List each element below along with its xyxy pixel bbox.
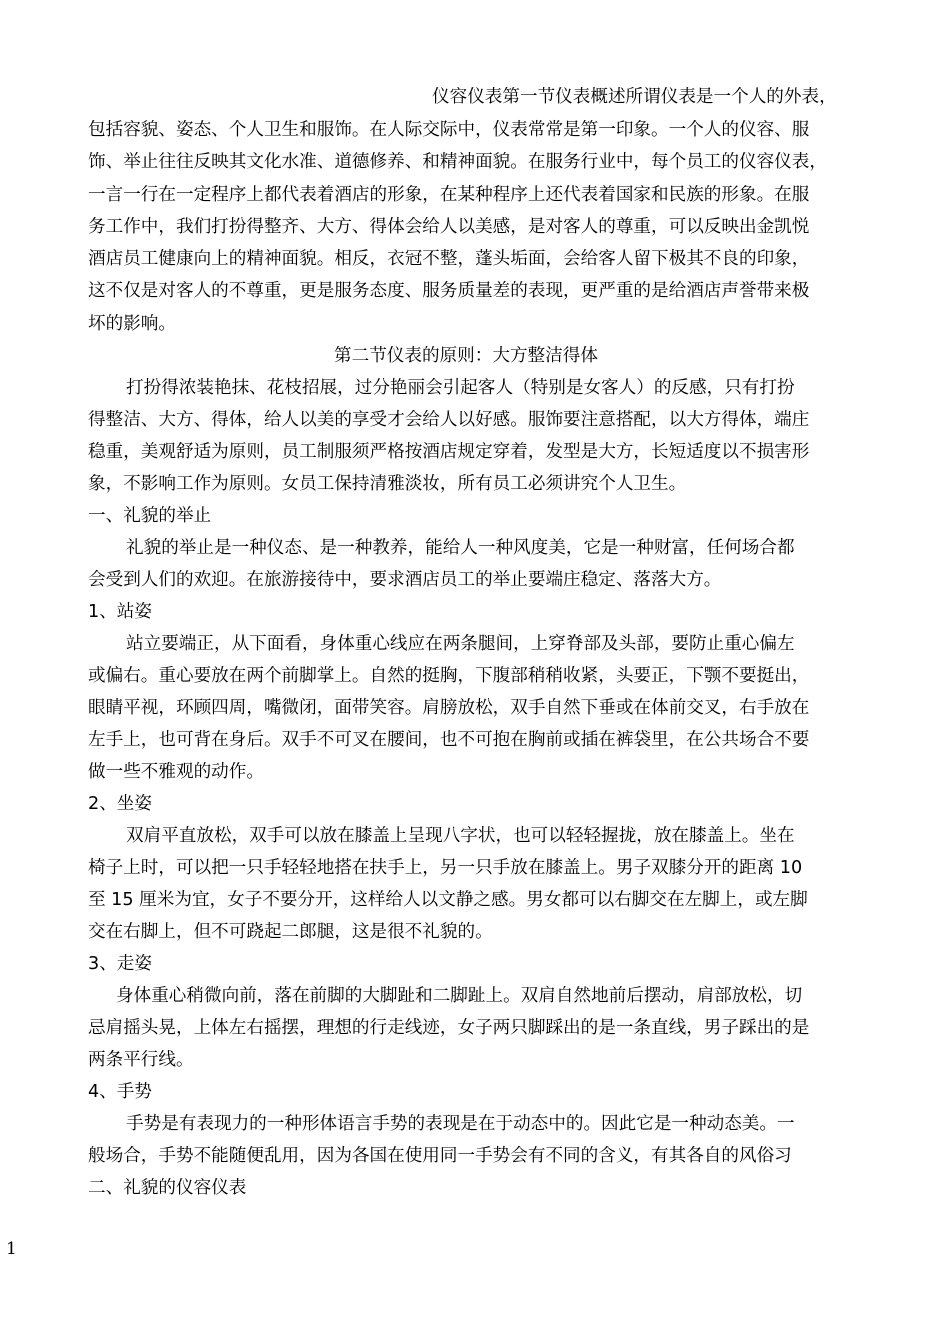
paragraph-line: 象，不影响工作为原则。女员工保持清雅淡妆，所有员工必须讲究个人卫生。	[88, 474, 687, 494]
paragraph-line: 得整洁、大方、得体，给人以美的享受才会给人以好感。服饰要注意搭配，以大方得体，端庄	[88, 410, 810, 430]
subheading: 3、走姿	[88, 954, 152, 974]
paragraph-line: 椅子上时，可以把一只手轻轻地搭在扶手上，另一只手放在膝盖上。男子双膝分开的距离 10	[88, 858, 803, 878]
intro-line: 饰、举止往往反映其文化水准、道德修养、和精神面貌。在服务行业中，每个员工的仪容仪表，	[88, 152, 827, 172]
intro-line: 务工作中，我们打扮得整齐、大方、得体会给人以美感，是对客人的尊重，可以反映出金凯悦	[88, 217, 810, 237]
paragraph-line: 打扮得浓装艳抹、花枝招展，过分艳丽会引起客人（特别是女客人）的反感，只有打扮	[126, 378, 795, 398]
intro-line: 这不仅是对客人的不尊重，更是服务态度、服务质量差的表现，更严重的是给酒店声誉带来极	[88, 281, 810, 301]
paragraph-line: 左手上，也可背在身后。双手不可叉在腰间，也不可抱在胸前或插在裤袋里，在公共场合不要	[88, 730, 810, 750]
heading: 二、礼貌的仪容仪表	[88, 1178, 247, 1198]
paragraph-line: 忌肩摇头晃，上体左右摇摆，理想的行走线迹，女子两只脚踩出的是一条直线，男子踩出的是	[88, 1018, 810, 1038]
paragraph-line: 站立要端正，从下面看，身体重心线应在两条腿间，上穿脊部及头部，要防止重心偏左	[126, 634, 795, 654]
paragraph-line: 会受到人们的欢迎。在旅游接待中，要求酒店员工的举止要端庄稳定、落落大方。	[88, 570, 722, 590]
intro-line: 一言一行在一定程序上都代表着酒店的形象，在某种程序上还代表着国家和民族的形象。在服	[88, 185, 810, 205]
paragraph-line: 礼貌的举止是一种仪态、是一种教养，能给人一种风度美，它是一种财富，任何场合都	[126, 538, 795, 558]
section-title: 第二节仪表的原则：大方整洁得体	[334, 346, 598, 366]
intro-line: 坏的影响。	[88, 314, 176, 334]
subheading: 2、坐姿	[88, 794, 152, 814]
intro-line: 酒店员工健康向上的精神面貌。相反，衣冠不整，蓬头垢面，会给客人留下极其不良的印象，	[88, 249, 810, 269]
paragraph-line: 稳重，美观舒适为原则，员工制服须严格按酒店规定穿着，发型是大方，长短适度以不损害形	[88, 442, 810, 462]
title-serif: 仪容仪表第一节仪表概述	[432, 87, 626, 107]
subheading: 4、手势	[88, 1082, 152, 1102]
heading: 一、礼貌的举止	[88, 506, 212, 526]
title-rest: 所谓仪表是一个人的外表，	[625, 87, 837, 107]
paragraph-line: 手势是有表现力的一种形体语言手势的表现是在于动态中的。因此它是一种动态美。一	[126, 1114, 795, 1134]
paragraph-line: 交在右脚上，但不可跷起二郎腿，这是很不礼貌的。	[88, 922, 493, 942]
intro-line: 包括容貌、姿态、个人卫生和服饰。在人际交际中，仪表常常是第一印象。一个人的仪容、服	[88, 120, 810, 140]
paragraph-line: 两条平行线。	[88, 1050, 194, 1070]
paragraph-line: 身体重心稍微向前，落在前脚的大脚趾和二脚趾上。双肩自然地前后摆动，肩部放松，切	[116, 986, 803, 1006]
paragraph-line: 做一些不雅观的动作。	[88, 762, 264, 782]
paragraph-line: 双肩平直放松，双手可以放在膝盖上呈现八字状，也可以轻轻握拢，放在膝盖上。坐在	[126, 826, 795, 846]
subheading: 1、站姿	[88, 602, 152, 622]
paragraph-line: 眼睛平视，环顾四周，嘴微闭，面带笑容。肩膀放松，双手自然下垂或在体前交叉，右手放在	[88, 698, 810, 718]
paragraph-line: 至 15 厘米为宜，女子不要分开，这样给人以文静之感。男女都可以右脚交在左脚上，或左脚	[88, 890, 808, 910]
document-title	[432, 86, 837, 108]
paragraph-line: 或偏右。重心要放在两个前脚掌上。自然的挺胸，下腹部稍稍收紧，头要正，下颚不要挺出，	[88, 666, 810, 686]
page-number: 1	[6, 1239, 17, 1259]
paragraph-line: 般场合，手势不能随便乱用，因为各国在使用同一手势会有不同的含义，有其各自的风俗习	[88, 1146, 792, 1166]
